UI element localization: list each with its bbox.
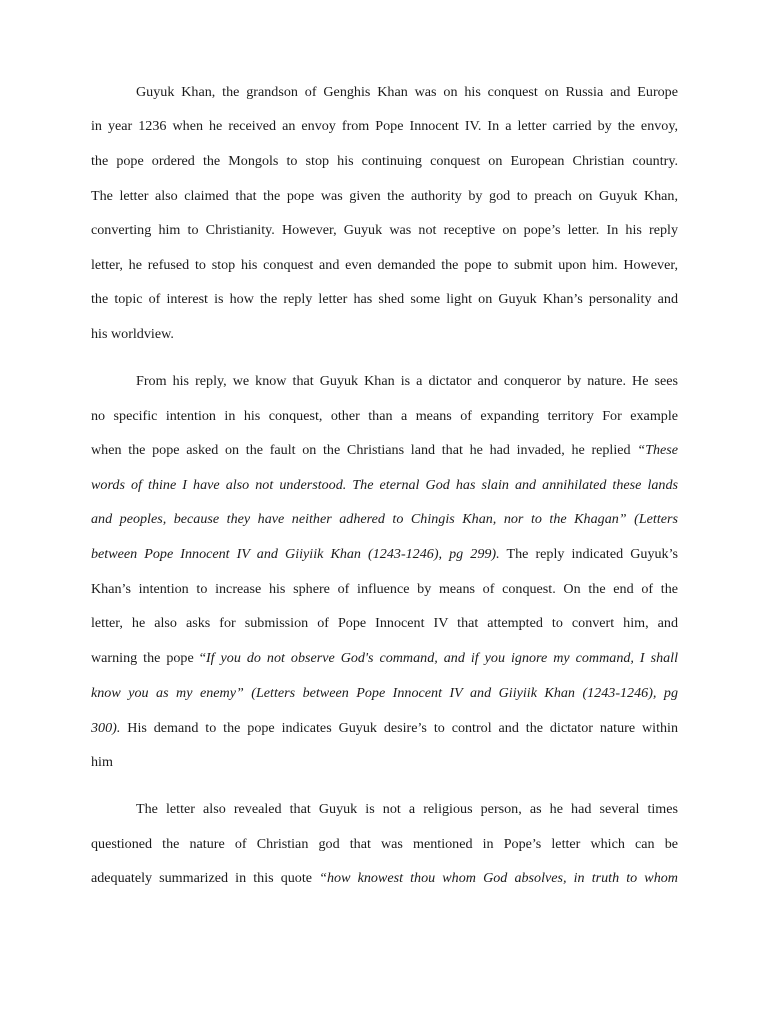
- text-span: his worldview.: [91, 326, 174, 342]
- text-span: adequately summarized in this quote: [91, 870, 320, 886]
- paragraph-2-line: [91, 407, 678, 425]
- paragraph-2-line: [91, 719, 678, 737]
- paragraph-2-line: [91, 649, 678, 667]
- paragraph-2-line: [91, 684, 678, 702]
- paragraph-3-line: [136, 800, 678, 818]
- text-span: the pope ordered the Mongols to stop his continuing conquest on European Christian country.: [91, 153, 678, 169]
- text-span: in year 1236 when he received an envoy from Pope Innocent IV. In a letter carried by the envoy,: [91, 118, 678, 134]
- quoted-text: words of thine I have also not understood. The eternal God has slain and annihilated these lands: [91, 477, 678, 493]
- text-span: The letter also revealed that Guyuk is not a religious person, as he had several times: [136, 801, 678, 817]
- paragraph-2-line: [136, 372, 678, 390]
- quoted-text: know you as my enemy” (Letters between Pope Innocent IV and Giiyiik Khan (1243-1246), pg: [91, 685, 678, 701]
- paragraph-2-line: [91, 441, 678, 459]
- paragraph-3-line: [91, 869, 678, 887]
- paragraph-2-line: [91, 476, 678, 494]
- text-span: The reply indicated Guyuk’s: [499, 546, 678, 562]
- text-span: Khan’s intention to increase his sphere of influence by means of conquest. On the end of the: [91, 581, 678, 597]
- quoted-text: “how knowest thou whom God absolves, in truth to whom: [319, 870, 678, 886]
- paragraph-1-line: [91, 290, 678, 308]
- paragraph-2-line: [91, 545, 678, 563]
- paragraph-2-line: [91, 510, 678, 528]
- paragraph-1-line: [91, 152, 678, 170]
- text-span: From his reply, we know that Guyuk Khan is a dictator and conqueror by nature. He sees: [136, 373, 678, 389]
- paragraph-3-line: [91, 835, 678, 853]
- paragraph-1-line: [136, 83, 678, 101]
- quoted-text: If you do not observe God's command, and if you ignore my command, I shall: [205, 650, 678, 666]
- text-span: converting him to Christianity. However, Guyuk was not receptive on pope’s letter. In his reply: [91, 222, 678, 238]
- text-span: letter, he refused to stop his conquest and even demanded the pope to submit upon him. However,: [91, 257, 678, 273]
- quoted-text: between Pope Innocent IV and Giiyiik Khan (1243-1246), pg 299).: [91, 546, 500, 562]
- paragraph-1-line: [91, 221, 678, 239]
- text-span: questioned the nature of Christian god that was mentioned in Pope’s letter which can be: [91, 836, 678, 852]
- paragraph-1-line: [91, 256, 678, 274]
- paragraph-1-line: [91, 325, 174, 343]
- paragraph-2-line: [91, 753, 113, 771]
- text-span: letter, he also asks for submission of Pope Innocent IV that attempted to convert him, and: [91, 615, 678, 631]
- quoted-text: “These: [637, 442, 678, 458]
- paragraph-2-line: [91, 580, 678, 598]
- paragraph-1-line: [91, 117, 678, 135]
- quoted-text: 300).: [91, 720, 121, 736]
- paragraph-2-line: [91, 614, 678, 632]
- text-span: when the pope asked on the fault on the Christians land that he had invaded, he replied: [91, 442, 638, 458]
- text-span: warning the pope “: [91, 650, 206, 666]
- text-span: Guyuk Khan, the grandson of Genghis Khan was on his conquest on Russia and Europe: [136, 84, 678, 100]
- text-span: no specific intention in his conquest, other than a means of expanding territory For example: [91, 408, 678, 424]
- quoted-text: and peoples, because they have neither adhered to Chingis Khan, nor to the Khagan” (Letters: [91, 511, 678, 527]
- text-span: The letter also claimed that the pope was given the authority by god to preach on Guyuk Khan,: [91, 188, 678, 204]
- text-span: His demand to the pope indicates Guyuk desire’s to control and the dictator nature within: [120, 720, 678, 736]
- text-span: the topic of interest is how the reply letter has shed some light on Guyuk Khan’s personality and: [91, 291, 678, 307]
- paragraph-1-line: [91, 187, 678, 205]
- text-span: him: [91, 754, 113, 770]
